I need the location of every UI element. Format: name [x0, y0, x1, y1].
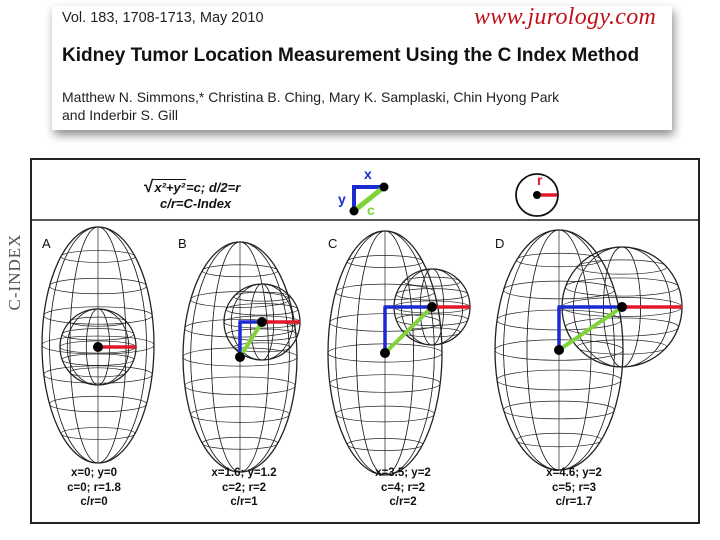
panel-c-drawing: [328, 231, 470, 475]
caption-d-cr: c=5; r=3: [551, 481, 597, 494]
legend-c-label: c: [367, 202, 375, 218]
kidney-center-dot: [554, 345, 564, 355]
tumor-wireframe-latitude: [226, 304, 298, 315]
side-label: [2, 212, 28, 332]
author-list: [62, 88, 662, 124]
c-distance-line: [559, 307, 622, 350]
caption-a-index: c/r=0: [80, 496, 108, 508]
caption-c-xy: x=3.5; y=2: [375, 467, 431, 479]
caption-b-cr: c=2; r=2: [221, 481, 267, 494]
legend-r-label: r: [537, 172, 543, 188]
panel-label-c: C: [328, 236, 338, 251]
panel-label-a: A: [42, 236, 51, 251]
authors-line-2: and Inderbir S. Gill: [62, 107, 178, 123]
panel-b-drawing: [183, 242, 300, 472]
c-index-figure: [30, 158, 700, 524]
tumor-center-dot: [257, 317, 267, 327]
caption-d: [509, 466, 639, 510]
axis-legend-icon: [338, 166, 389, 218]
tumor-wireframe-latitude: [226, 329, 298, 340]
caption-d-xy: x=4.6; y=2: [546, 467, 602, 479]
legend-origin-dot: [350, 207, 359, 216]
paper-title: Kidney Tumor Location Measurement Using the C Index Method: [62, 45, 640, 66]
journal-website[interactable]: www.jurology.com: [474, 4, 657, 30]
legend-x-label: x: [364, 166, 372, 182]
authors-line-1: Matthew N. Simmons,* Christina B. Ching, Mary K. Samplaski, Chin Hyong Park: [62, 89, 560, 105]
panels-layer: [42, 227, 682, 475]
caption-c-index: c/r=2: [389, 496, 417, 508]
caption-b-xy: x=1.6; y=1.2: [211, 467, 277, 479]
legend-r-center: [533, 191, 541, 199]
caption-a-xy: x=0; y=0: [70, 467, 118, 479]
panel-label-d: D: [495, 236, 505, 251]
legend-y-label: y: [338, 191, 346, 207]
panel-a-drawing: [42, 227, 154, 463]
legend-center-dot: [380, 183, 389, 192]
caption-d-index: c/r=1.7: [555, 496, 593, 508]
journal-volume: Vol. 183, 1708-1713, May 2010: [62, 10, 264, 26]
radius-legend-icon: [516, 172, 558, 216]
caption-a: [29, 466, 159, 510]
panel-d-drawing: [495, 230, 682, 470]
caption-a-cr: c=0; r=1.8: [67, 481, 121, 494]
caption-b: [179, 466, 309, 510]
tumor-wireframe-latitude: [577, 260, 666, 274]
side-label-text: C-INDEX: [5, 233, 24, 311]
tumor-center-dot: [617, 302, 627, 312]
tumor-wireframe-latitude: [565, 278, 678, 296]
caption-c-cr: c=4; r=2: [380, 481, 426, 494]
caption-b-index: c/r=1: [230, 496, 258, 508]
caption-c: [338, 466, 468, 510]
tumor-center-dot: [427, 302, 437, 312]
kidney-center-dot: [235, 352, 245, 362]
formula-c-index: c/r=C-Index: [160, 196, 232, 211]
panel-label-b: B: [178, 236, 187, 251]
formula-c: √x²+y²=c; d/2=r: [144, 177, 241, 196]
tumor-center-dot: [93, 342, 103, 352]
kidney-center-dot: [380, 348, 390, 358]
